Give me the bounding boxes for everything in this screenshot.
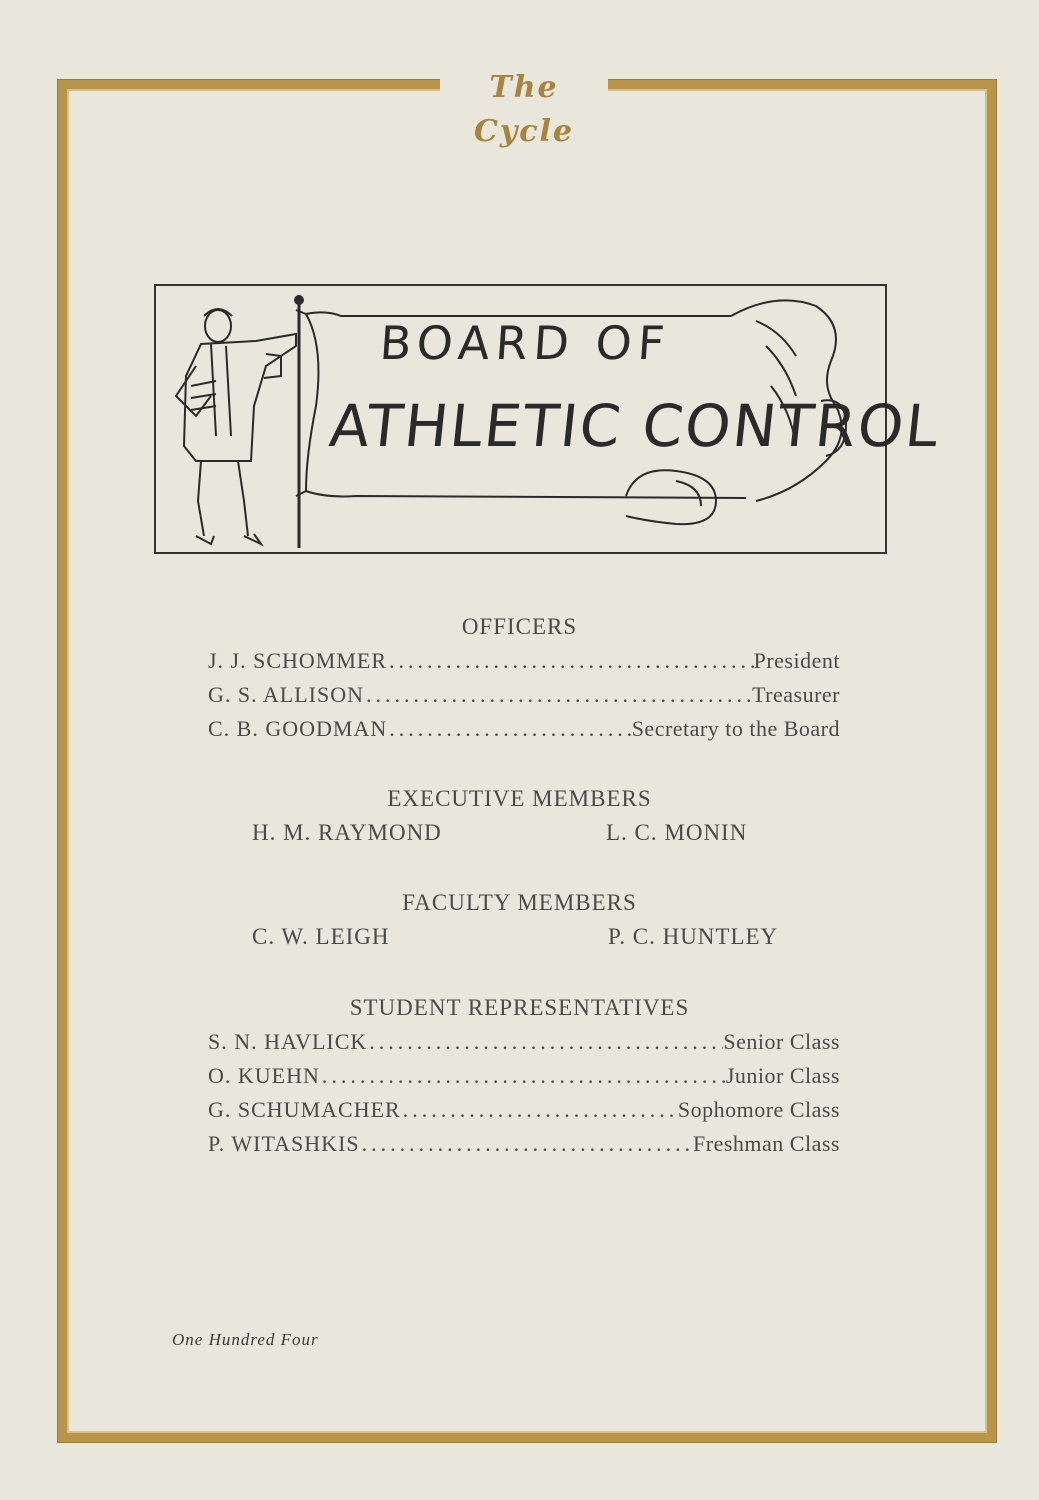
officers-heading: OFFICERS <box>461 614 578 639</box>
list-item <box>208 1131 840 1157</box>
banner-title-line-2: ATHLETIC CONTROL <box>326 392 944 460</box>
student-class: Senior Class <box>723 1029 840 1054</box>
list-item <box>208 648 840 674</box>
student-representatives-heading: STUDENT REPRESENTATIVES <box>349 995 690 1020</box>
officer-name: J. J. SCHOMMER <box>208 648 388 673</box>
officer-name: G. S. ALLISON <box>208 682 365 707</box>
executive-members-heading: EXECUTIVE MEMBERS <box>387 786 652 811</box>
officer-role: Secretary to the Board <box>631 716 840 741</box>
faculty-members-heading: FACULTY MEMBERS <box>402 890 637 915</box>
executive-member-left: H. M. RAYMOND <box>252 820 442 845</box>
list-item <box>208 1029 840 1055</box>
list-item <box>208 1063 840 1089</box>
leader-dots <box>387 716 631 742</box>
leader-dots <box>367 1029 723 1055</box>
student-class: Junior Class <box>725 1063 840 1088</box>
faculty-member-left: C. W. LEIGH <box>252 924 390 949</box>
leader-dots <box>364 682 752 708</box>
student-name: S. N. HAVLICK <box>208 1029 368 1054</box>
student-name: P. WITASHKIS <box>208 1131 360 1156</box>
faculty-member-right: P. C. HUNTLEY <box>608 924 779 949</box>
leader-dots <box>360 1131 693 1157</box>
running-head: The Cycle <box>440 66 608 110</box>
student-class: Sophomore Class <box>677 1097 840 1122</box>
student-name: O. KUEHN <box>208 1063 320 1088</box>
officer-role: President <box>753 648 840 673</box>
leader-dots <box>387 648 754 674</box>
leader-dots <box>320 1063 726 1089</box>
student-name: G. SCHUMACHER <box>208 1097 401 1122</box>
officer-role: Treasurer <box>752 682 840 707</box>
officer-name: C. B. GOODMAN <box>208 716 388 741</box>
list-item <box>208 1097 840 1123</box>
page-number-folio: One Hundred Four <box>172 1330 319 1349</box>
leader-dots <box>401 1097 678 1123</box>
list-item <box>208 682 840 708</box>
executive-member-right: L. C. MONIN <box>606 820 748 845</box>
student-class: Freshman Class <box>693 1131 840 1156</box>
banner-title-line-1: BOARD OF <box>378 316 673 370</box>
list-item <box>208 716 840 742</box>
